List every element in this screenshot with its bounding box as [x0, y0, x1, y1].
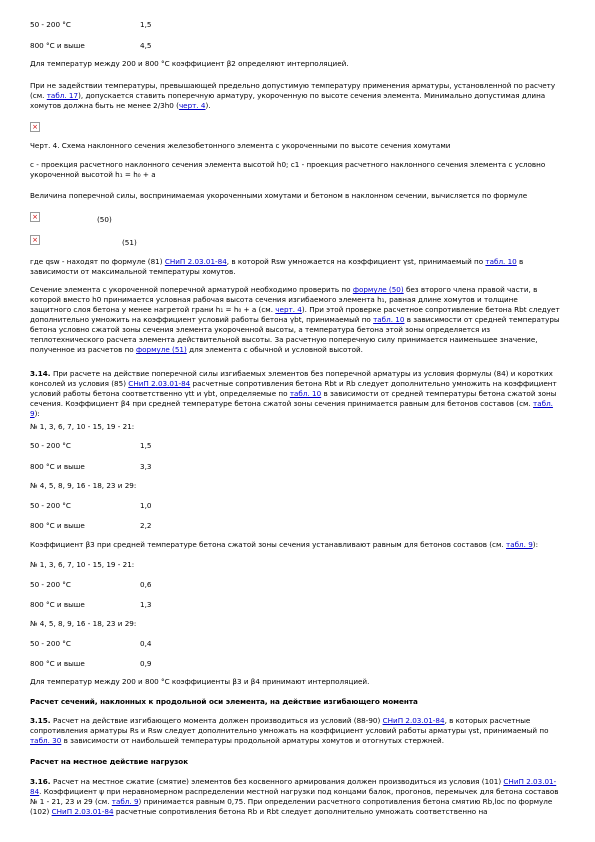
link-table-17[interactable]: табл. 17 — [46, 91, 79, 100]
link-table-9[interactable]: табл. 9 — [111, 797, 139, 806]
table-row: 800 °С и выше 3,3 — [30, 462, 152, 471]
table-row: 800 °С и выше 0,9 — [30, 659, 152, 668]
table-row: 50 - 200 °С 0,6 — [30, 580, 152, 589]
table-row: 50 - 200 °С 1,5 — [30, 20, 152, 29]
list-item: № 1, 3, 6, 7, 10 - 15, 19 - 21: — [30, 422, 135, 431]
paragraph: Сечение элемента с укороченной поперечной арматурой необходимо проверить по формуле (50) без второго члена правой части, в которой вместо h0 принимается условная рабочая высота сечения изгибаемого элемента h₁, равная длине хомутов и толщине защитного слоя бетона у менее нагретой грани h₁ = h₀ + a (см. черт. 4). При этой проверке расчетное сопротивление бетона Rbt следует дополнительно умножить на коэффициент условий работы бетона γbt, принимаемый по табл. 10 в зависимости от средней температуры бетона условно сжатой зоны сечения элемента укороченной высоты, а температура бетона этой зоны определяется из теплотехнического расчета элемента действительной высоты. За расчетную поперечную силу принимается наименьшее значение, полученное из расчетов по формуле (51) для элемента с обычной и условной высотой. — [30, 285, 560, 354]
table-row: 800 °С и выше 2,2 — [30, 521, 152, 530]
link-snip[interactable]: СНиП 2.03.01-84 — [51, 807, 114, 816]
link-snip[interactable]: СНиП 2.03.01-84 — [164, 257, 227, 266]
paragraph: c - проекция расчетного наклонного сечения элемента высотой h0; c1 - проекция расчетного наклонного сечения элемента с условно укороченной высотой h₁ = h₀ + a — [30, 160, 546, 179]
link-snip[interactable]: СНиП 2.03.01-84 — [30, 777, 557, 796]
table-row: 800 °С и выше 1,3 — [30, 600, 152, 609]
section-heading: Расчет на местное действие нагрузок — [30, 757, 189, 766]
figure-caption: Черт. 4. Схема наклонного сечения железобетонного элемента с укороченными по высоте сечения хомутами — [30, 141, 451, 150]
broken-image-icon: × — [30, 122, 40, 132]
link-formula-51[interactable]: формуле (51) — [135, 345, 187, 354]
link-table-9[interactable]: табл. 9 — [30, 399, 553, 418]
link-drawing-4[interactable]: черт. 4 — [275, 305, 302, 314]
list-item: № 4, 5, 8, 9, 16 - 18, 23 и 29: — [30, 619, 137, 628]
link-snip[interactable]: СНиП 2.03.01-84 — [128, 379, 191, 388]
broken-image-icon: × — [30, 235, 40, 245]
paragraph: Коэффициент β3 при средней температуре бетона сжатой зоны сечения устанавливают равным для бетонов составов (см. табл. 9): — [30, 540, 539, 549]
table-row: 50 - 200 °С 1,0 — [30, 501, 152, 510]
paragraph: Для температур между 200 и 800 °С коэффициент β2 определяют интерполяцией. — [30, 59, 349, 68]
equation-number: (50) — [97, 215, 112, 224]
paragraph: 3.15. Расчет на действие изгибающего момента должен производиться из условий (88-90) СНиП 2.03.01-84, в которых расчетные сопротивления арматуры Rs и Rsw следует дополнительно умножать на коэффициент условий работы арматуры γst, принимаемый по табл. 30 в зависимости от наибольшей температуры продольной арматуры хомутов и отогнутых стержней. — [30, 716, 549, 745]
link-table-30[interactable]: табл. 30 — [30, 736, 62, 745]
table-row: 800 °С и выше 4,5 — [30, 41, 152, 50]
link-table-10[interactable]: табл. 10 — [289, 389, 322, 398]
link-table-9[interactable]: табл. 9 — [506, 540, 533, 549]
link-formula-50[interactable]: формуле (50) — [352, 285, 404, 294]
table-row: 50 - 200 °С 1,5 — [30, 441, 152, 450]
list-item: № 4, 5, 8, 9, 16 - 18, 23 и 29: — [30, 481, 137, 490]
paragraph: При не задействии температуры, превышающей предельно допустимую температуру применения арматуры, установленной по расчету (см. табл. 17), допускается ставить поперечную арматуру, укороченную по высоте сечения элемента. Минимально допустимая длина хомутов должна быть не менее 2/3h0 (черт. 4). — [30, 81, 556, 110]
paragraph: Величина поперечной силы, воспринимаемая укороченными хомутами и бетоном в наклонном сечении, вычисляется по формуле — [30, 191, 528, 200]
link-drawing-4[interactable]: черт. 4 — [178, 101, 206, 110]
table-row: 50 - 200 °С 0,4 — [30, 639, 152, 648]
paragraph: 3.14. При расчете на действие поперечной силы изгибаемых элементов без поперечной арматуры из условия формулы (84) и коротких консолей из условия (85) СНиП 2.03.01-84 расчетные сопротивления бетона Rbt и Rb следует дополнительно умножить на коэффициент условий работы бетона соответственно γtt и γbt, определяемые по табл. 10 в зависимости от средней температуры бетона сжатой зоны сечения. Коэффициент β4 при средней температуре бетона сжатой зоны сечения принимается равным для бетонов составов (см. табл. 9): — [30, 369, 557, 418]
link-table-10[interactable]: табл. 10 — [485, 257, 517, 266]
broken-image-icon: × — [30, 212, 40, 222]
paragraph: 3.16. Расчет на местное сжатие (смятие) элементов без косвенного армирования должен производиться из условия (101) СНиП 2.03.01-84. Коэффициент ψ при неравномерном распределении местной нагрузки под концами балок, прогонов, перемычек для бетона составов № 1 - 21, 23 и 29 (см. табл. 9) принимается равным 0,75. При определении расчетного сопротивления бетона смятию Rb,loc по формуле (102) СНиП 2.03.01-84 расчетные сопротивления бетона Rb и Rbt следует дополнительно умножать соответственно на — [30, 777, 559, 816]
link-table-10[interactable]: табл. 10 — [373, 315, 405, 324]
link-snip[interactable]: СНиП 2.03.01-84 — [382, 716, 445, 725]
equation-number: (51) — [122, 238, 137, 247]
paragraph: Для температур между 200 и 800 °С коэффициенты β3 и β4 принимают интерполяцией. — [30, 677, 370, 686]
list-item: № 1, 3, 6, 7, 10 - 15, 19 - 21: — [30, 560, 135, 569]
paragraph: где qsw - находят по формуле (81) СНиП 2.03.01-84, в которой Rsw умножается на коэффициент γst, принимаемый по табл. 10 в зависимости от максимальной температуры хомутов. — [30, 257, 524, 276]
section-heading: Расчет сечений, наклонных к продольной оси элемента, на действие изгибающего момента — [30, 697, 418, 706]
